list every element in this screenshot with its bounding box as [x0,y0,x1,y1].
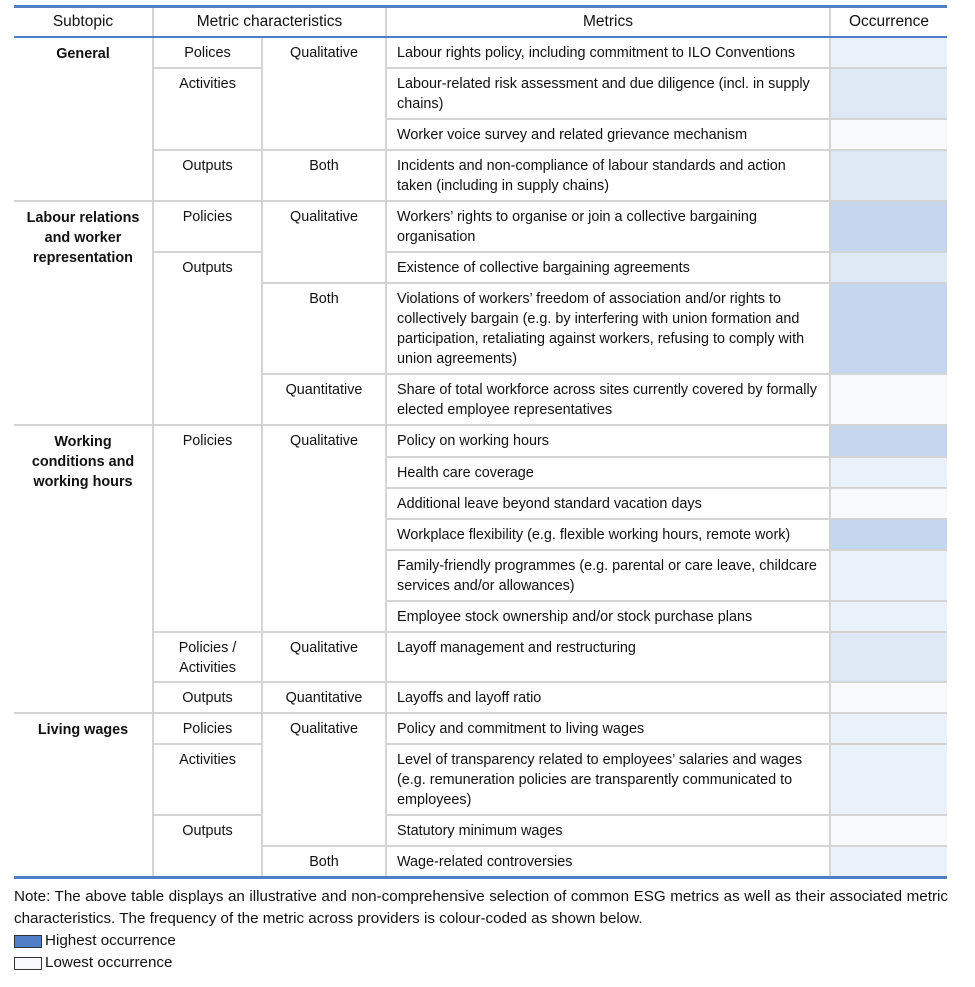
occurrence-cell [830,744,947,815]
type-cell: Qualitative [262,632,386,682]
category-cell: Activities [153,744,262,815]
category-cell: Activities [153,68,262,150]
table-row [14,201,947,252]
type-cell: Quantitative [262,374,386,425]
metric-cell: Workers’ rights to organise or join a collective bargaining organisation [386,201,830,252]
occurrence-cell [830,252,947,283]
header-metrics: Metrics [386,7,830,38]
occurrence-cell [830,457,947,488]
subtopic-living-wages: Living wages [14,713,153,878]
subtopic-general: General [14,37,153,201]
metric-cell: Employee stock ownership and/or stock purchase plans [386,601,830,632]
occurrence-cell [830,119,947,150]
metric-cell: Violations of workers’ freedom of association and/or rights to collectively bargain (e.g. by interfering with union formation and participation, retaliating against workers, refusing to comply with union agreements) [386,283,830,374]
table-row [14,150,947,201]
occurrence-cell [830,632,947,682]
metric-cell: Layoffs and layoff ratio [386,682,830,713]
type-cell: Quantitative [262,682,386,713]
occurrence-cell [830,550,947,601]
occurrence-cell [830,682,947,713]
table-row [14,425,947,457]
occurrence-cell [830,201,947,252]
esg-metrics-table [14,5,947,879]
table-row [14,37,947,68]
header-metric-characteristics: Metric characteristics [153,7,386,38]
subtopic-labour-relations: Labour relations and worker representation [14,201,153,425]
category-cell: Outputs [153,815,262,878]
metric-cell: Policy on working hours [386,425,830,457]
metric-cell: Worker voice survey and related grievance mechanism [386,119,830,150]
type-cell: Both [262,283,386,374]
occurrence-cell [830,488,947,519]
metric-cell: Labour-related risk assessment and due diligence (incl. in supply chains) [386,68,830,119]
metric-cell: Layoff management and restructuring [386,632,830,682]
metric-cell: Level of transparency related to employees’ salaries and wages (e.g. remuneration policies are transparently communicated to employees) [386,744,830,815]
category-cell: Polices [153,37,262,68]
metric-cell: Family-friendly programmes (e.g. parental or care leave, childcare services and/or allowances) [386,550,830,601]
type-cell: Qualitative [262,37,386,150]
legend-swatch-lowest [14,957,42,970]
metric-cell: Existence of collective bargaining agreements [386,252,830,283]
metric-cell: Policy and commitment to living wages [386,713,830,744]
occurrence-cell [830,68,947,119]
occurrence-cell [830,601,947,632]
category-cell: Policies [153,425,262,632]
metric-cell: Additional leave beyond standard vacation days [386,488,830,519]
legend-label-lowest: Lowest occurrence [45,954,173,971]
occurrence-cell [830,150,947,201]
metric-cell: Share of total workforce across sites currently covered by formally elected employee representatives [386,374,830,425]
type-cell: Qualitative [262,425,386,632]
header-subtopic: Subtopic [14,7,153,38]
category-cell: Policies / Activities [153,632,262,682]
table-row [14,744,947,815]
header-occurrence: Occurrence [830,7,947,38]
type-cell: Qualitative [262,201,386,283]
table-row [14,68,947,119]
occurrence-cell [830,519,947,550]
metric-cell: Health care coverage [386,457,830,488]
occurrence-cell [830,37,947,68]
type-cell: Both [262,150,386,201]
occurrence-cell [830,283,947,374]
type-cell: Both [262,846,386,878]
legend-swatch-highest [14,935,42,948]
occurrence-cell [830,846,947,878]
occurrence-cell [830,425,947,457]
category-cell: Policies [153,201,262,252]
subtopic-working-conditions: Working conditions and working hours [14,425,153,713]
metric-cell: Incidents and non-compliance of labour standards and action taken (including in supply chains) [386,150,830,201]
category-cell: Outputs [153,150,262,201]
metric-cell: Statutory minimum wages [386,815,830,846]
table-row [14,682,947,713]
metric-cell: Workplace flexibility (e.g. flexible working hours, remote work) [386,519,830,550]
table-row [14,632,947,682]
table-row [14,815,947,846]
legend-label-highest: Highest occurrence [45,932,176,949]
table-note: Note: The above table displays an illustrative and non-comprehensive selection of common ESG metrics as well as their associated metric characteristics. The frequency of the metric across providers is colour-coded as shown below. [14,888,948,927]
legend-item-highest [14,931,176,951]
header-row [14,7,947,38]
metric-cell: Wage-related controversies [386,846,830,878]
metric-cell: Labour rights policy, including commitment to ILO Conventions [386,37,830,68]
occurrence-cell [830,815,947,846]
type-cell: Qualitative [262,713,386,846]
occurrence-cell [830,374,947,425]
category-cell: Policies [153,713,262,744]
legend-item-lowest [14,953,172,973]
occurrence-cell [830,713,947,744]
table-row [14,252,947,283]
table-row [14,713,947,744]
category-cell: Outputs [153,252,262,425]
category-cell: Outputs [153,682,262,713]
